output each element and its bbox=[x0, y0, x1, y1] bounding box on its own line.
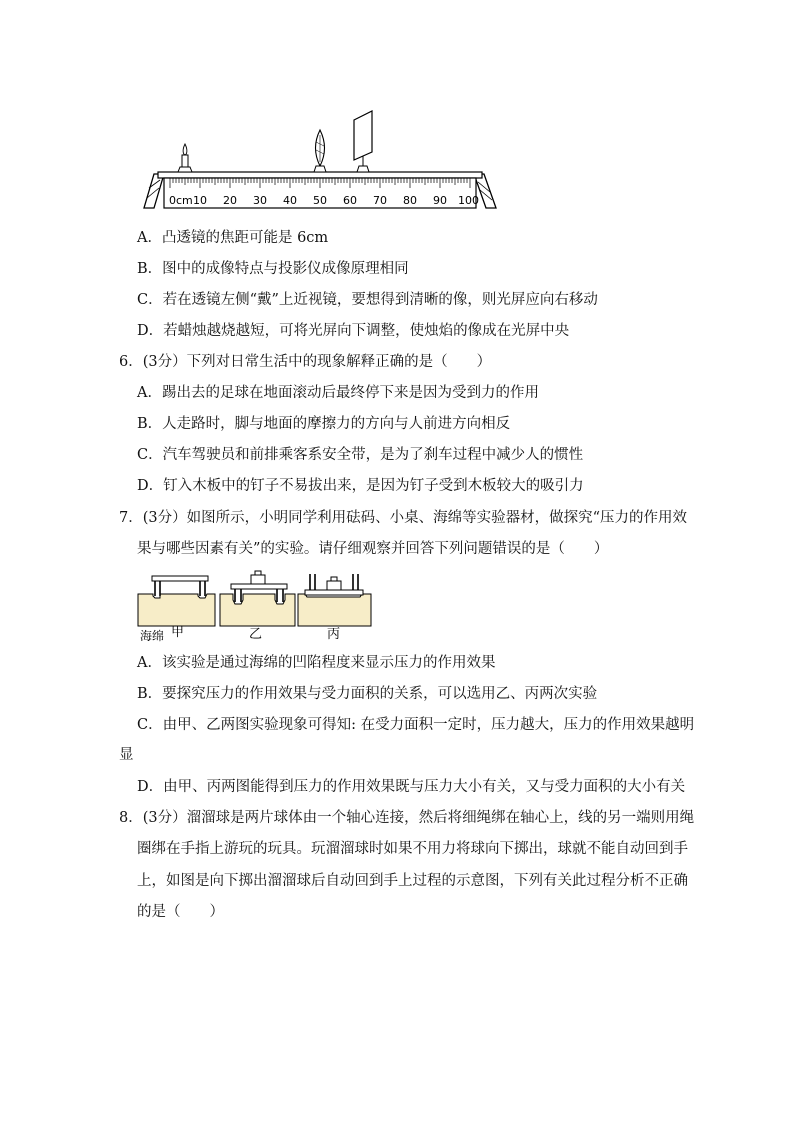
candle-icon bbox=[178, 144, 192, 172]
scale-label-0: 0cm bbox=[169, 194, 193, 207]
q7-option-c-continued: 显 bbox=[119, 747, 134, 763]
scale-label-30: 30 bbox=[253, 194, 267, 207]
q7-stem-line2: 果与哪些因素有关”的实验。请仔细观察并回答下列问题错误的是（ ） bbox=[137, 541, 609, 557]
q7-option-d: D．由甲、丙两图能得到压力的作用效果既与压力大小有关，又与受力面积的大小有关 bbox=[137, 779, 686, 795]
light-screen-icon bbox=[354, 111, 372, 172]
q8-stem-line3: 上，如图是向下掷出溜溜球后自动回到手上过程的示意图，下列有关此过程分析不正确 bbox=[137, 873, 688, 889]
scale-label-50: 50 bbox=[313, 194, 327, 207]
q6-stem: 6．(3分）下列对日常生活中的现象解释正确的是（ ） bbox=[119, 354, 492, 370]
sponge-label: 海绵 bbox=[140, 629, 165, 643]
q5-option-d: D．若蜡烛越烧越短，可将光屏向下调整，使烛焰的像成在光屏中央 bbox=[137, 323, 570, 339]
q6-option-a: A．踢出去的足球在地面滚动后最终停下来是因为受到力的作用 bbox=[137, 385, 539, 401]
q6-option-d: D．钉入木板中的钉子不易拔出来，是因为钉子受到木板较大的吸引力 bbox=[137, 478, 584, 494]
scale-label-80: 80 bbox=[403, 194, 417, 207]
scale-label-100: 100 bbox=[458, 194, 479, 207]
q6-option-c: C．汽车驾驶员和前排乘客系安全带，是为了刹车过程中减少人的惯性 bbox=[137, 447, 584, 463]
q6-option-b: B．人走路时，脚与地面的摩擦力的方向与人前进方向相反 bbox=[137, 416, 511, 432]
q5-option-a: A．凸透镜的焦距可能是 6cm bbox=[137, 230, 329, 246]
scale-label-60: 60 bbox=[343, 194, 357, 207]
scale-label-90: 90 bbox=[433, 194, 447, 207]
q7-option-b: B．要探究压力的作用效果与受力面积的关系，可以选用乙、丙两次实验 bbox=[137, 686, 598, 702]
q8-stem-line2: 圈绑在手指上游玩的玩具。玩溜溜球时如果不用力将球向下掷出，球就不能自动回到手 bbox=[137, 841, 688, 857]
scale-label-10: 10 bbox=[193, 194, 207, 207]
sponge-yi bbox=[220, 571, 295, 626]
sponge-bing bbox=[298, 574, 371, 626]
q8-stem-line1: 8．(3分）溜溜球是两片球体由一个轴心连接，然后将细绳绑在轴心上，线的另一端则用绳 bbox=[119, 810, 695, 826]
convex-lens-icon bbox=[314, 130, 326, 172]
figure-label-jia: 甲 bbox=[171, 625, 185, 640]
figure-label-bing: 丙 bbox=[327, 627, 341, 642]
sponge-experiment-figure bbox=[135, 570, 375, 644]
scale-label-70: 70 bbox=[373, 194, 387, 207]
q7-option-a: A．该实验是通过海绵的凹陷程度来显示压力的作用效果 bbox=[137, 655, 496, 671]
q7-option-c: C．由甲、乙两图实验现象可得知: 在受力面积一定时，压力越大，压力的作用效果越明 bbox=[137, 717, 695, 733]
scale-label-20: 20 bbox=[223, 194, 237, 207]
q5-option-c: C．若在透镜左侧“戴”上近视镜，要想得到清晰的像，则光屏应向右移动 bbox=[137, 292, 598, 308]
q5-option-b: B．图中的成像特点与投影仪成像原理相同 bbox=[137, 261, 409, 277]
scale-label-40: 40 bbox=[283, 194, 297, 207]
q8-stem-line4: 的是（ ） bbox=[137, 904, 224, 920]
figure-label-yi: 乙 bbox=[249, 627, 263, 642]
optical-bench-figure bbox=[140, 108, 510, 213]
q7-stem-line1: 7．(3分）如图所示，小明同学利用砝码、小桌、海绵等实验器材，做探究“压力的作用效 bbox=[119, 510, 688, 526]
sponge-jia bbox=[138, 576, 215, 626]
